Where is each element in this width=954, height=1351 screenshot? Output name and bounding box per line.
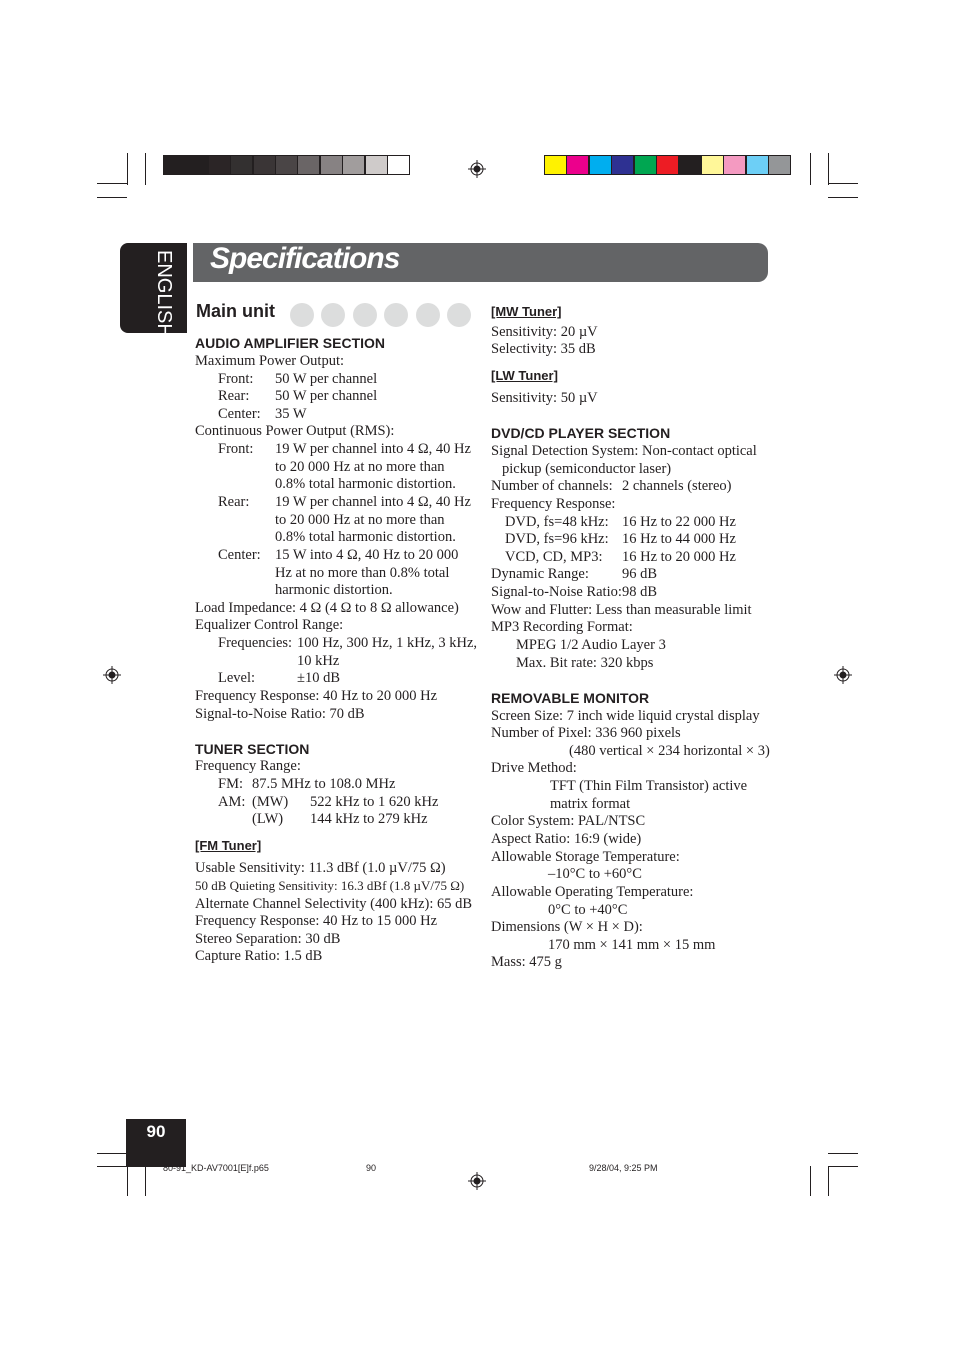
spec-value: 15 W into 4 Ω, 40 Hz to 20 000 — [275, 547, 459, 563]
gray-swatch — [365, 155, 388, 175]
spec-label: DVD, fs=48 kHz: — [505, 514, 609, 530]
spec-value: 0.8% total harmonic distortion. — [275, 529, 456, 545]
decorative-dot — [384, 303, 408, 327]
spec-line: Number of Pixel: 336 960 pixels — [491, 725, 681, 741]
gray-swatch — [163, 155, 186, 175]
crop-mark — [145, 1166, 146, 1196]
spec-label: DVD, fs=96 kHz: — [505, 531, 609, 547]
registration-mark-icon — [103, 666, 121, 684]
spec-line: Frequency Response: 40 Hz to 15 000 Hz — [195, 913, 438, 929]
gray-swatch — [297, 155, 320, 175]
gray-swatch — [230, 155, 253, 175]
spec-line: Capture Ratio: 1.5 dB — [195, 948, 323, 964]
spec-value: Hz at no more than 0.8% total — [275, 565, 450, 581]
spec-line: 0°C to +40°C — [548, 902, 628, 918]
spec-label: VCD, CD, MP3: — [505, 549, 603, 565]
spec-label: Center: — [218, 547, 261, 563]
spec-value: 522 kHz to 1 620 kHz — [310, 794, 439, 810]
footer-timestamp: 9/28/04, 9:25 PM — [589, 1163, 658, 1173]
spec-label: Frequencies: — [218, 635, 293, 651]
spec-label: (LW) — [252, 811, 284, 827]
spec-line: matrix format — [550, 796, 631, 812]
registration-mark-icon — [468, 160, 486, 178]
gray-swatch — [185, 155, 208, 175]
crop-mark — [97, 1153, 127, 1154]
gray-swatch — [320, 155, 343, 175]
spec-line: Allowable Operating Temperature: — [491, 884, 694, 900]
spec-line: 170 mm × 141 mm × 15 mm — [548, 937, 716, 953]
spec-line: (480 vertical × 234 horizontal × 3) — [569, 743, 770, 759]
page-title: Specifications — [210, 242, 400, 275]
spec-value: 2 channels (stereo) — [622, 478, 732, 494]
crop-mark — [828, 1166, 829, 1196]
spec-line: Screen Size: 7 inch wide liquid crystal display — [491, 708, 760, 724]
spec-line: Selectivity: 35 dB — [491, 341, 596, 357]
footer-file-page: 90 — [366, 1163, 377, 1173]
gray-swatch — [342, 155, 365, 175]
spec-value: 16 Hz to 20 000 Hz — [622, 549, 736, 565]
spec-label: AM: — [218, 794, 246, 810]
spec-line: Drive Method: — [491, 760, 577, 776]
spec-line: Sensitivity: 20 µV — [491, 324, 598, 340]
section-heading: Main unit — [196, 301, 275, 321]
footer-filename: 80-91_KD-AV7001[E]f.p65 — [163, 1163, 269, 1173]
spec-line: TFT (Thin Film Transistor) active — [550, 778, 748, 794]
tuner-section-heading: TUNER SECTION — [195, 741, 310, 757]
spec-line: Aspect Ratio: 16:9 (wide) — [491, 831, 642, 847]
spec-label: Rear: — [218, 388, 250, 404]
color-swatch — [544, 155, 567, 175]
crop-mark — [97, 183, 127, 184]
crop-mark — [145, 153, 146, 185]
spec-value: 144 kHz to 279 kHz — [310, 811, 428, 827]
spec-value: 96 dB — [622, 566, 658, 582]
spec-value: 87.5 MHz to 108.0 MHz — [252, 776, 396, 792]
crop-mark — [828, 197, 858, 198]
monitor-section-heading: REMOVABLE MONITOR — [491, 690, 650, 706]
color-swatch — [768, 155, 791, 175]
spec-label: Signal-to-Noise Ratio: — [491, 584, 622, 600]
page-number: 90 — [146, 1122, 166, 1141]
crop-mark — [97, 197, 127, 198]
color-swatch — [611, 155, 634, 175]
spec-value: 35 W — [275, 406, 307, 422]
gray-swatch — [208, 155, 231, 175]
spec-line: Allowable Storage Temperature: — [491, 849, 680, 865]
lw-tuner-heading: [LW Tuner] — [491, 368, 558, 383]
registration-mark-icon — [834, 666, 852, 684]
gray-swatch — [387, 155, 410, 175]
spec-line: Stereo Separation: 30 dB — [195, 931, 341, 947]
spec-value: to 20 000 Hz at no more than — [275, 512, 445, 528]
language-label: ENGLISH — [153, 250, 175, 338]
color-swatch — [701, 155, 724, 175]
spec-line: Mass: 475 g — [491, 954, 562, 970]
color-swatch — [656, 155, 679, 175]
spec-label: Dynamic Range: — [491, 566, 589, 582]
spec-label: FM: — [218, 776, 243, 792]
spec-line: Color System: PAL/NTSC — [491, 813, 646, 829]
spec-line: Dimensions (W × H × D): — [491, 919, 643, 935]
spec-line: Frequency Range: — [195, 758, 301, 774]
crop-mark — [828, 183, 858, 184]
dvd-section-heading: DVD/CD PLAYER SECTION — [491, 425, 671, 441]
spec-value: 16 Hz to 22 000 Hz — [622, 514, 736, 530]
spec-value: 10 kHz — [297, 653, 340, 669]
crop-mark — [810, 1166, 811, 1196]
crop-mark — [97, 1166, 127, 1167]
spec-value: 100 Hz, 300 Hz, 1 kHz, 3 kHz, — [297, 635, 478, 651]
color-swatch — [589, 155, 612, 175]
crop-mark — [127, 1166, 128, 1196]
spec-line: Alternate Channel Selectivity (400 kHz): 65 dB — [195, 896, 473, 912]
spec-line: Usable Sensitivity: 11.3 dBf (1.0 µV/75 Ω) — [195, 860, 446, 876]
spec-line: Frequency Response: 40 Hz to 20 000 Hz — [195, 688, 438, 704]
spec-value: ±10 dB — [297, 670, 341, 686]
mw-tuner-heading: [MW Tuner] — [491, 304, 562, 319]
spec-label: Rear: — [218, 494, 250, 510]
spec-line: Frequency Response: — [491, 496, 616, 512]
crop-mark — [810, 153, 811, 185]
spec-line: 50 dB Quieting Sensitivity: 16.3 dBf (1.8 µV/75 Ω) — [195, 878, 465, 893]
spec-line: MPEG 1/2 Audio Layer 3 — [516, 637, 666, 653]
crop-mark — [828, 1166, 858, 1167]
spec-line: Sensitivity: 50 µV — [491, 390, 598, 406]
gray-swatch — [253, 155, 276, 175]
spec-line: pickup (semiconductor laser) — [502, 461, 672, 477]
color-swatch — [566, 155, 589, 175]
spec-line: MP3 Recording Format: — [491, 619, 633, 635]
color-swatch — [746, 155, 769, 175]
amp-section-heading: AUDIO AMPLIFIER SECTION — [195, 335, 386, 351]
decorative-dot — [321, 303, 345, 327]
spec-line: Max. Bit rate: 320 kbps — [516, 655, 654, 671]
spec-label: Front: — [218, 371, 254, 387]
spec-label: Level: — [218, 670, 256, 686]
spec-label: Number of channels: — [491, 478, 613, 494]
spec-line: Wow and Flutter: Less than measurable limit — [491, 602, 752, 618]
crop-mark — [127, 153, 128, 185]
spec-value: 19 W per channel into 4 Ω, 40 Hz — [275, 441, 471, 457]
gray-swatch — [275, 155, 298, 175]
spec-label: Front: — [218, 441, 254, 457]
spec-value: harmonic distortion. — [275, 582, 393, 598]
spec-value: 50 W per channel — [275, 388, 378, 404]
spec-line: Load Impedance: 4 Ω (4 Ω to 8 Ω allowance) — [195, 600, 459, 616]
crop-mark — [828, 153, 829, 185]
registration-mark-icon — [468, 1172, 486, 1190]
spec-value: 19 W per channel into 4 Ω, 40 Hz — [275, 494, 471, 510]
spec-line: –10°C to +60°C — [548, 866, 642, 882]
decorative-dot — [447, 303, 471, 327]
spec-value: 98 dB — [622, 584, 658, 600]
spec-line: Signal Detection System: Non-contact optical — [491, 443, 757, 459]
spec-value: 50 W per channel — [275, 371, 378, 387]
fm-tuner-heading: [FM Tuner] — [195, 838, 262, 853]
spec-label: (MW) — [252, 794, 289, 810]
decorative-dot — [416, 303, 440, 327]
decorative-dot — [353, 303, 377, 327]
decorative-dot — [290, 303, 314, 327]
color-swatch — [723, 155, 746, 175]
spec-value: 0.8% total harmonic distortion. — [275, 476, 456, 492]
crop-mark — [828, 1153, 858, 1154]
spec-line: Equalizer Control Range: — [195, 617, 344, 633]
spec-line: Signal-to-Noise Ratio: 70 dB — [195, 706, 365, 722]
spec-line: Maximum Power Output: — [195, 353, 345, 369]
spec-value: 16 Hz to 44 000 Hz — [622, 531, 736, 547]
spec-line: Continuous Power Output (RMS): — [195, 423, 395, 439]
spec-value: to 20 000 Hz at no more than — [275, 459, 445, 475]
spec-label: Center: — [218, 406, 261, 422]
color-swatch — [634, 155, 657, 175]
color-swatch — [678, 155, 701, 175]
